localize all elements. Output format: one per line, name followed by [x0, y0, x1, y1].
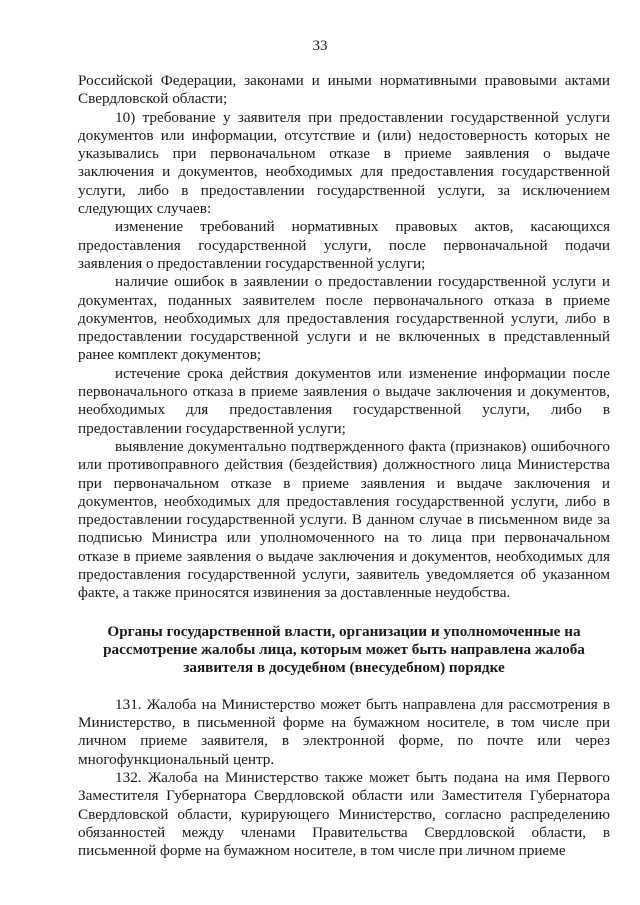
paragraph-131: 131. Жалоба на Министерство может быть направлена для рассмотрения в Министерство, в письменной форме на бумажном носителе, в том числе при личном приеме заявителя, в электронной форме, по почте или через многофункциональный центр.: [78, 695, 610, 768]
top-paragraphs: [78, 72, 610, 603]
paragraph-continuation: Российской Федерации, законами и иными нормативными правовыми актами Свердловской области;: [78, 72, 610, 108]
bottom-paragraphs: [78, 696, 610, 861]
section-heading: Органы государственной власти, организации и уполномоченные на рассмотрение жалобы лица, которым может быть направлена жалоба заявителя в досудебном (внесудебном) порядке: [103, 622, 585, 677]
paragraph-exception-fact: выявление документально подтвержденного факта (признаков) ошибочного или противоправного действия (бездействия) должностного лица Министерства при первоначальном отказе в приеме заявления и выдаче заключения и документов, необходимых для предоставления государственной услуги, либо в предоставлении государственной услуги. В данном случае в письменном виде за подписью Министра или уполномоченного на то лица при первоначальном отказе в приеме заявления о выдаче заключения и документов, необходимых для предоставления государственной услуги, заявитель уведомляется об указанном факте, а также приносятся извинения за доставленные неудобства.: [78, 437, 610, 602]
paragraph-item-10: 10) требование у заявителя при предоставлении государственной услуги документов или информации, отсутствие и (или) недостоверность которых не указывались при первоначальном отказе в приеме заявления о выдаче заключения и документов, необходимых для предоставления государственной услуги, либо в предоставлении государственной услуги, за исключением следующих случаев:: [78, 108, 610, 218]
page-number: 33: [312, 38, 328, 54]
paragraph-132: 132. Жалоба на Министерство также может быть подана на имя Первого Заместителя Губернатора Свердловской области или Заместителя Губернатора Свердловской области, курирующего Министерство, согласно распределению обязанностей между членами Правительства Свердловской области, в письменной форме на бумажном носителе, в том числе при личном приеме: [78, 769, 610, 860]
paragraph-exception-expiry: истечение срока действия документов или изменение информации после первоначального отказа в приеме заявления о выдаче заключения и документов, необходимых для предоставления государственной услуги, либо в предоставлении государственной услуги;: [78, 364, 610, 437]
document-body: [78, 72, 610, 861]
paragraph-exception-errors: наличие ошибок в заявлении о предоставлении государственной услуги и документах, поданных заявителем после первоначального отказа в приеме документов, необходимых для предоставления государственной услуги, либо в предоставлении государственной услуги и не включенных в представленный ранее комплект документов;: [78, 273, 610, 364]
paragraph-exception-requirements-change: изменение требований нормативных правовых актов, касающихся предоставления государственной услуги, после первоначальной подачи заявления о предоставлении государственной услуги;: [78, 218, 610, 272]
